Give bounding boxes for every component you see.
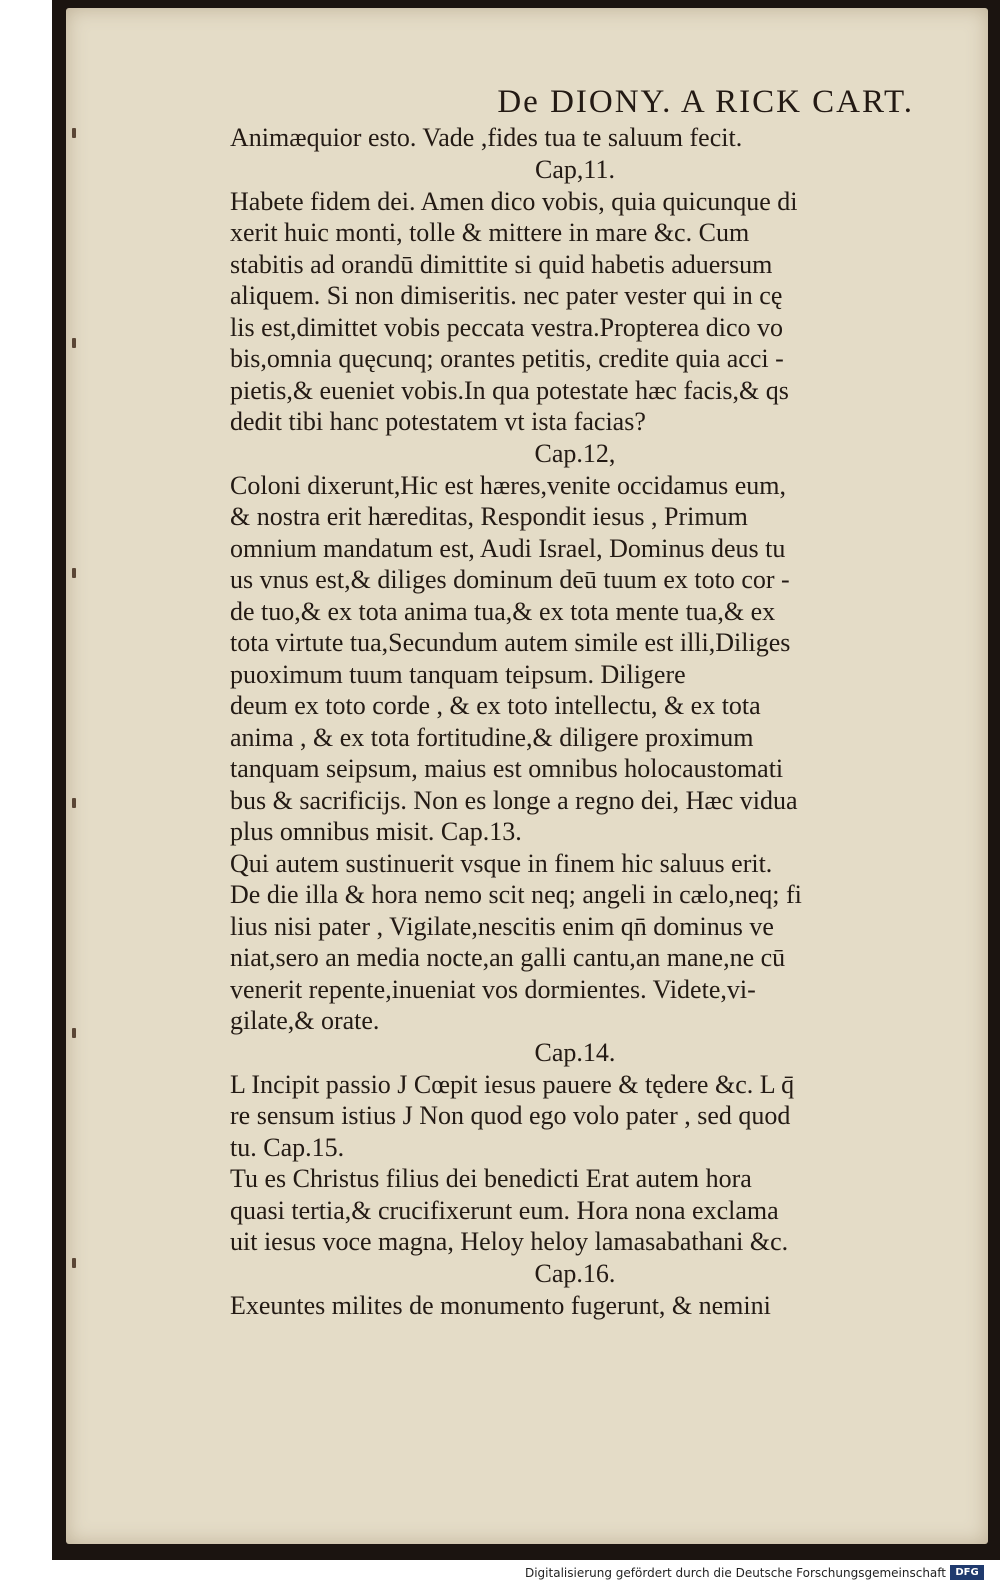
text-line: lis est,dimittet vobis peccata vestra.Propterea dico vo	[230, 312, 784, 342]
binding-stitch	[72, 1028, 76, 1038]
text-line: anima , & ex tota fortitudine,& diligere proximum	[230, 722, 754, 752]
binding-stitch	[72, 1258, 76, 1268]
text-line: L Incipit passio J Cœpit iesus pauere & tędere &c. L q̄	[230, 1069, 795, 1099]
text-line: & nostra erit hæreditas, Respondit iesus , Primum	[230, 502, 748, 531]
chapter-heading: Cap.16.	[534, 1258, 616, 1288]
text-line: bus & sacrificijs. Non es longe a regno dei, Hæc vidua	[230, 785, 798, 815]
text-line: deum ex toto corde , & ex toto intellectu, & ex tota	[230, 691, 761, 720]
text-line: Habete fidem dei. Amen dico vobis, quia quicunque di	[230, 186, 798, 216]
text-line: De die illa & hora nemo scit neq; angeli in cælo,neq; fi	[230, 880, 802, 909]
funding-credit: Digitalisierung gefördert durch die Deutsche Forschungsgemeinschaft	[524, 1566, 946, 1580]
text-line: re sensum istius J Non quod ego volo pater , sed quod	[230, 1101, 791, 1130]
text-line: omnium mandatum est, Audi Israel, Dominus deus tu	[230, 533, 786, 563]
binding-stitch	[72, 798, 76, 808]
text-line: stabitis ad orandū dimittite si quid habetis aduersum	[230, 249, 773, 279]
text-line: Exeuntes milites de monumento fugerunt, & nemini	[230, 1290, 771, 1320]
text-line: tu. Cap.15.	[230, 1132, 345, 1162]
binding-stitch	[72, 128, 76, 138]
text-line: dedit tibi hanc potestatem vt ista facias?	[230, 407, 646, 436]
text-line: aliquem. Si non dimiseritis. nec pater vester qui in cę	[230, 281, 783, 310]
text-line: de tuo,& ex tota anima tua,& ex tota mente tua,& ex	[230, 596, 776, 626]
chapter-heading: Cap.12,	[534, 438, 616, 468]
binding-stitch	[72, 338, 76, 348]
text-line: plus omnibus misit. Cap.13.	[230, 817, 522, 846]
text-line: pietis,& eueniet vobis.In qua potestate hæc facis,& qs	[230, 375, 789, 405]
running-head: De DIONY. A RICK CART.	[497, 84, 914, 120]
text-line: tota virtute tua,Secundum autem simile est illi,Diliges	[230, 628, 791, 657]
chapter-heading: Cap,11.	[535, 154, 615, 184]
text-line: tanquam seipsum, maius est omnibus holocaustomati	[230, 754, 784, 783]
dfg-logo: DFG	[950, 1565, 984, 1580]
text-line: niat,sero an media nocte,an galli cantu,an mane,ne cū	[230, 943, 786, 972]
text-line: us vnus est,& diliges dominum deū tuum ex toto cor -	[230, 565, 790, 594]
digitization-footer	[0, 1560, 1000, 1587]
text-line: gilate,& orate.	[230, 1006, 380, 1035]
text-line: venerit repente,inueniat vos dormientes. Videte,vi-	[230, 974, 756, 1004]
text-line: uit iesus voce magna, Heloy heloy lamasabathani &c.	[230, 1227, 789, 1256]
text-line: quasi tertia,& crucifixerunt eum. Hora nona exclama	[230, 1195, 779, 1225]
text-line: bis,omnia quęcunq; orantes petitis, credite quia acci -	[230, 344, 784, 373]
text-lines	[230, 122, 920, 1321]
text-line: lius nisi pater , Vigilate,nescitis enim qn̄ dominus ve	[230, 911, 774, 941]
binding-stitch	[72, 568, 76, 578]
chapter-heading: Cap.14.	[534, 1037, 616, 1067]
text-line: puoximum tuum tanquam teipsum. Diligere	[230, 659, 686, 689]
text-line: Tu es Christus filius dei benedicti Erat autem hora	[230, 1164, 752, 1193]
text-line: Coloni dixerunt,Hic est hæres,venite occidamus eum,	[230, 470, 786, 500]
text-line: Animæquior esto. Vade ,fides tua te saluum fecit.	[230, 123, 743, 152]
text-line: Qui autem sustinuerit vsque in finem hic saluus erit.	[230, 848, 773, 878]
text-line: xerit huic monti, tolle & mittere in mare &c. Cum	[230, 218, 750, 247]
page-text	[230, 82, 920, 1321]
